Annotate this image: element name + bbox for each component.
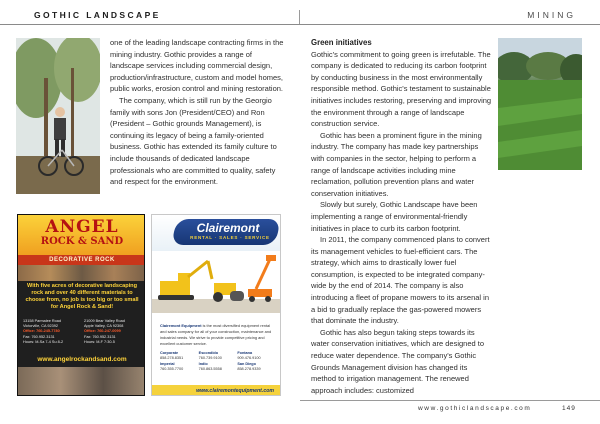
location-name: Imperial [160,362,175,367]
location-name: Indio [198,362,208,367]
fax-line: Fax: 760.952.3131 [23,334,55,339]
header-rule [0,24,600,25]
paragraph: The company, which is still run by the Georgio family with sons Jon (President/CEO) and Ron (President – Gothic grounds Management), is continuing its legacy of being a family-oriented business. Gothic has extended its family culture to include thousands of dedicated landscape professionals who are committed to quality, safety and respect for the environment. [110,95,277,187]
location-phone: 760.355.7700 [160,366,184,371]
ad-website: www.angelrockandsand.com [37,356,127,363]
location-phone: 858.278.8351 [160,355,184,360]
location-phone: 858.278.9339 [237,366,261,371]
page-number: 149 [562,405,576,412]
address-line: 21009 Bear Valley Road [84,319,125,323]
location-name: San Diego [237,362,256,367]
fax-line: Fax: 760.952.3131 [84,334,116,339]
header-divider [299,10,300,24]
address-line: 13158 Parmalee Road [23,319,61,323]
hours-line: Hours: M-F 7:30-5 [84,339,115,344]
ad-website: www.clairemontequipment.com [152,385,281,396]
rocks-photo-bottom [18,367,145,396]
logo-tagline: RENTAL · SALES · SERVICE [190,235,270,240]
location-item [199,362,238,371]
location-name: Corporate [160,351,179,355]
cyclist-photo [16,38,100,194]
paragraph: Gothic has also begun taking steps towards its water conservation initiatives, which are designed to reduce water dependence. The company's Gothic Grounds Management division has changed its method to irrigation management. The renewed approach includes: customized [311,327,485,395]
office-phone: Office: 760-245-7780 [23,329,60,334]
clairemont-logo: Clairemont [196,221,260,235]
ad-description: is the most diversified equipment rental and sales company for all of your construction, maintenance and industrial needs. We strive to provide competitive pricing and excellent customer service. [160,323,272,346]
paragraph: one of the leading landscape contracting firms in the mining industry. Gothic provides a range of landscape services including commercial design, production/infrastructure, custom and model homes, public works, erosion control and mining restoration. [110,38,284,94]
location-item [237,351,276,360]
logo-line: ANGEL [45,217,119,237]
page-header [0,0,600,30]
section-heading: Green initiatives [311,38,372,47]
angel-logo [22,218,142,247]
publication-title: GOTHIC LANDSCAPE [34,10,161,20]
article-column-2 [311,37,493,396]
location-item [199,351,238,360]
office-phone: Office: 760-247-0099 [84,329,121,334]
ad-copy [160,323,276,347]
section-label: MINING [527,10,576,20]
location-phone: 760.739.9100 [198,355,222,360]
location-item [160,351,199,360]
location-block [23,319,81,345]
ad-strip: DECORATIVE ROCK [18,255,145,265]
company-name: Clairemont Equipment [160,323,202,328]
ad-message: With five acres of decorative landscaping rock and over 40 different materials to choose from, no job is too big or too small for Angel Rock & Sand! [25,283,139,310]
logo-line: ROCK & SAND [40,236,124,247]
angel-rock-sand-ad [17,214,145,396]
hours-line: Hours: M-Sa 7-4 Su 8-2 [23,339,64,344]
rocks-photo [18,265,145,281]
article-column-1 [110,37,288,188]
city-line: Victorville, CA 92392 [23,324,58,329]
location-item [237,362,276,371]
footer-rule [300,400,600,401]
location-item [160,362,199,371]
location-name: Fontana [237,351,253,355]
location-block [84,319,142,345]
location-phone: 909.476.9100 [237,355,261,360]
footer-website: www.gothiclandscape.com [418,405,532,412]
locations-grid [160,351,276,371]
equipment-illustration [152,251,281,313]
paragraph: Gothic has been a prominent figure in the mining industry. The company has made key partnerships with companies in the sector, helping to perform a range of landscape activities including mine reclamation, pollution prevention plans and water conservation initiatives. [311,130,482,198]
location-phone: 760.863.5558 [198,366,222,371]
clairemont-equipment-ad [151,214,281,396]
paragraph: In 2011, the company commenced plans to convert its management vehicles to fuel-efficient cars. The strategy, which aims to drastically lower fuel consumption, is expected to be integrated company-wide by the end of 2014. The company is also introducing a fleet of propane mowers to its arsenal in a bid to gradually replace the gas-powered mowers that dominate the industry. [311,235,490,326]
paragraph: Slowly but surely, Gothic Landscape have been implementing a range of environmental-friendly initiatives in place to curb its carbon footprint. [311,200,478,233]
city-line: Apple Valley, CA 92308 [84,324,124,329]
location-name: Escondido [198,351,219,355]
lawn-photo [498,38,582,170]
paragraph: Gothic's commitment to going green is irrefutable. The company is dedicated to reducing its carbon footprint by conducting business in the most environmentally responsible method. Gothic's testament to sustainable initiatives includes restoring, preserving and improving the environment through a range of landscape construction service. [311,49,492,129]
